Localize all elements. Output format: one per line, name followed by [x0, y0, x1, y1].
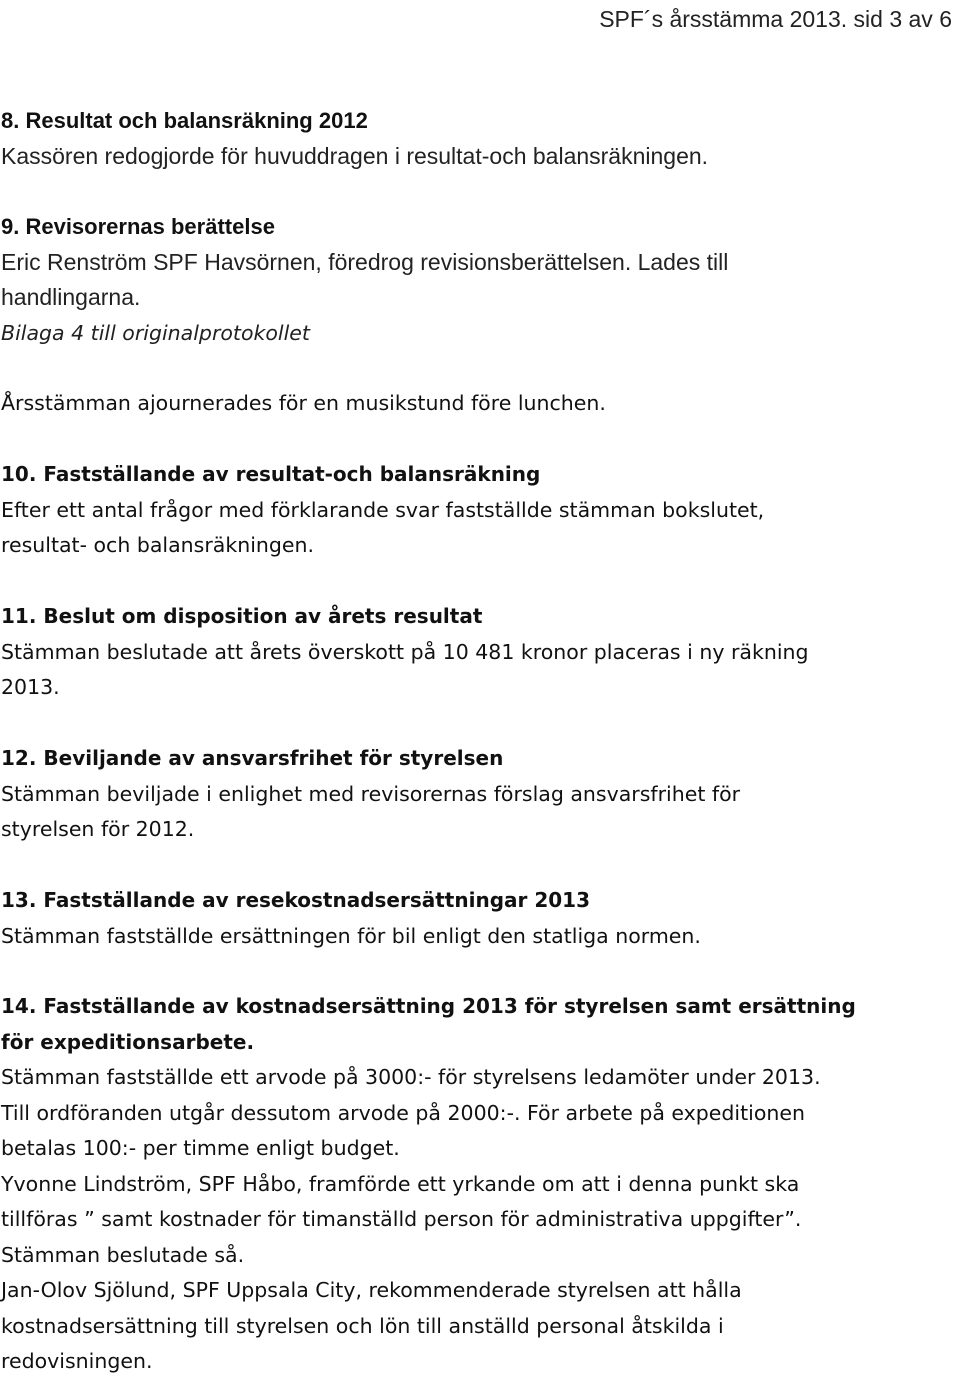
section-12-heading: 12. Beviljande av ansvarsfrihet för styrelsen	[1, 746, 504, 770]
section-14-text-7: Jan-Olov Sjölund, SPF Uppsala City, rekommenderade styrelsen att hålla	[1, 1278, 742, 1302]
section-14-text-5: tillföras ” samt kostnader för timanställd person för administrativa uppgifter”.	[1, 1207, 802, 1231]
section-13-heading: 13. Fastställande av resekostnadsersättningar 2013	[1, 888, 590, 912]
section-14-heading-1: 14. Fastställande av kostnadsersättning 2013 för styrelsen samt ersättning	[1, 994, 856, 1018]
section-9-text-2: handlingarna.	[1, 284, 141, 310]
section-13-text-1: Stämman fastställde ersättningen för bil enligt den statliga normen.	[1, 923, 701, 948]
section-11-heading: 11. Beslut om disposition av årets resultat	[1, 604, 483, 628]
section-11-text-2: 2013.	[1, 675, 60, 699]
adjournment-note	[1, 386, 953, 422]
section-13	[1, 883, 953, 954]
section-14-heading-2: för expeditionsarbete.	[1, 1029, 255, 1054]
section-14-text-9: redovisningen.	[1, 1349, 153, 1373]
section-8-heading: 8. Resultat och balansräkning 2012	[1, 108, 368, 133]
section-14	[1, 989, 953, 1380]
section-11-text-1: Stämman beslutade att årets överskott på 10 481 kronor placeras i ny räkning	[1, 639, 809, 664]
section-10-heading: 10. Fastställande av resultat-och balansräkning	[1, 462, 541, 486]
section-9-heading: 9. Revisorernas berättelse	[1, 214, 275, 239]
adjournment-text: Årsstämman ajournerades för en musikstund före lunchen.	[1, 391, 606, 415]
section-10-text-2: resultat- och balansräkningen.	[1, 533, 315, 557]
section-9-text-1: Eric Renström SPF Havsörnen, föredrog revisionsberättelsen. Lades till	[1, 248, 729, 275]
section-10	[1, 457, 953, 564]
section-8	[1, 103, 953, 174]
section-14-text-1: Stämman fastställde ett arvode på 3000:- för styrelsens ledamöter under 2013.	[1, 1065, 821, 1089]
section-11	[1, 599, 953, 706]
section-14-text-4: Yvonne Lindström, SPF Håbo, framförde ett yrkande om att i denna punkt ska	[1, 1171, 800, 1196]
section-9-attachment-note: Bilaga 4 till originalprotokollet	[1, 320, 310, 345]
section-10-text-1: Efter ett antal frågor med förklarande svar fastställde stämman bokslutet,	[1, 497, 765, 522]
section-12-text-2: styrelsen för 2012.	[1, 817, 195, 841]
section-12	[1, 741, 953, 848]
page-header: SPF´s årsstämma 2013. sid 3 av 6	[599, 6, 952, 32]
section-9	[1, 209, 953, 351]
section-14-text-2: Till ordföranden utgår dessutom arvode på 2000:-. För arbete på expeditionen	[1, 1100, 806, 1125]
section-14-text-3: betalas 100:- per timme enligt budget.	[1, 1136, 400, 1160]
section-14-text-8: kostnadsersättning till styrelsen och lön till anställd personal åtskilda i	[1, 1313, 724, 1338]
section-8-text-1: Kassören redogjorde för huvuddragen i resultat-och balansräkningen.	[1, 142, 709, 169]
section-14-text-6: Stämman beslutade så.	[1, 1242, 245, 1267]
section-12-text-1: Stämman beviljade i enlighet med revisorernas förslag ansvarsfrihet för	[1, 781, 741, 806]
